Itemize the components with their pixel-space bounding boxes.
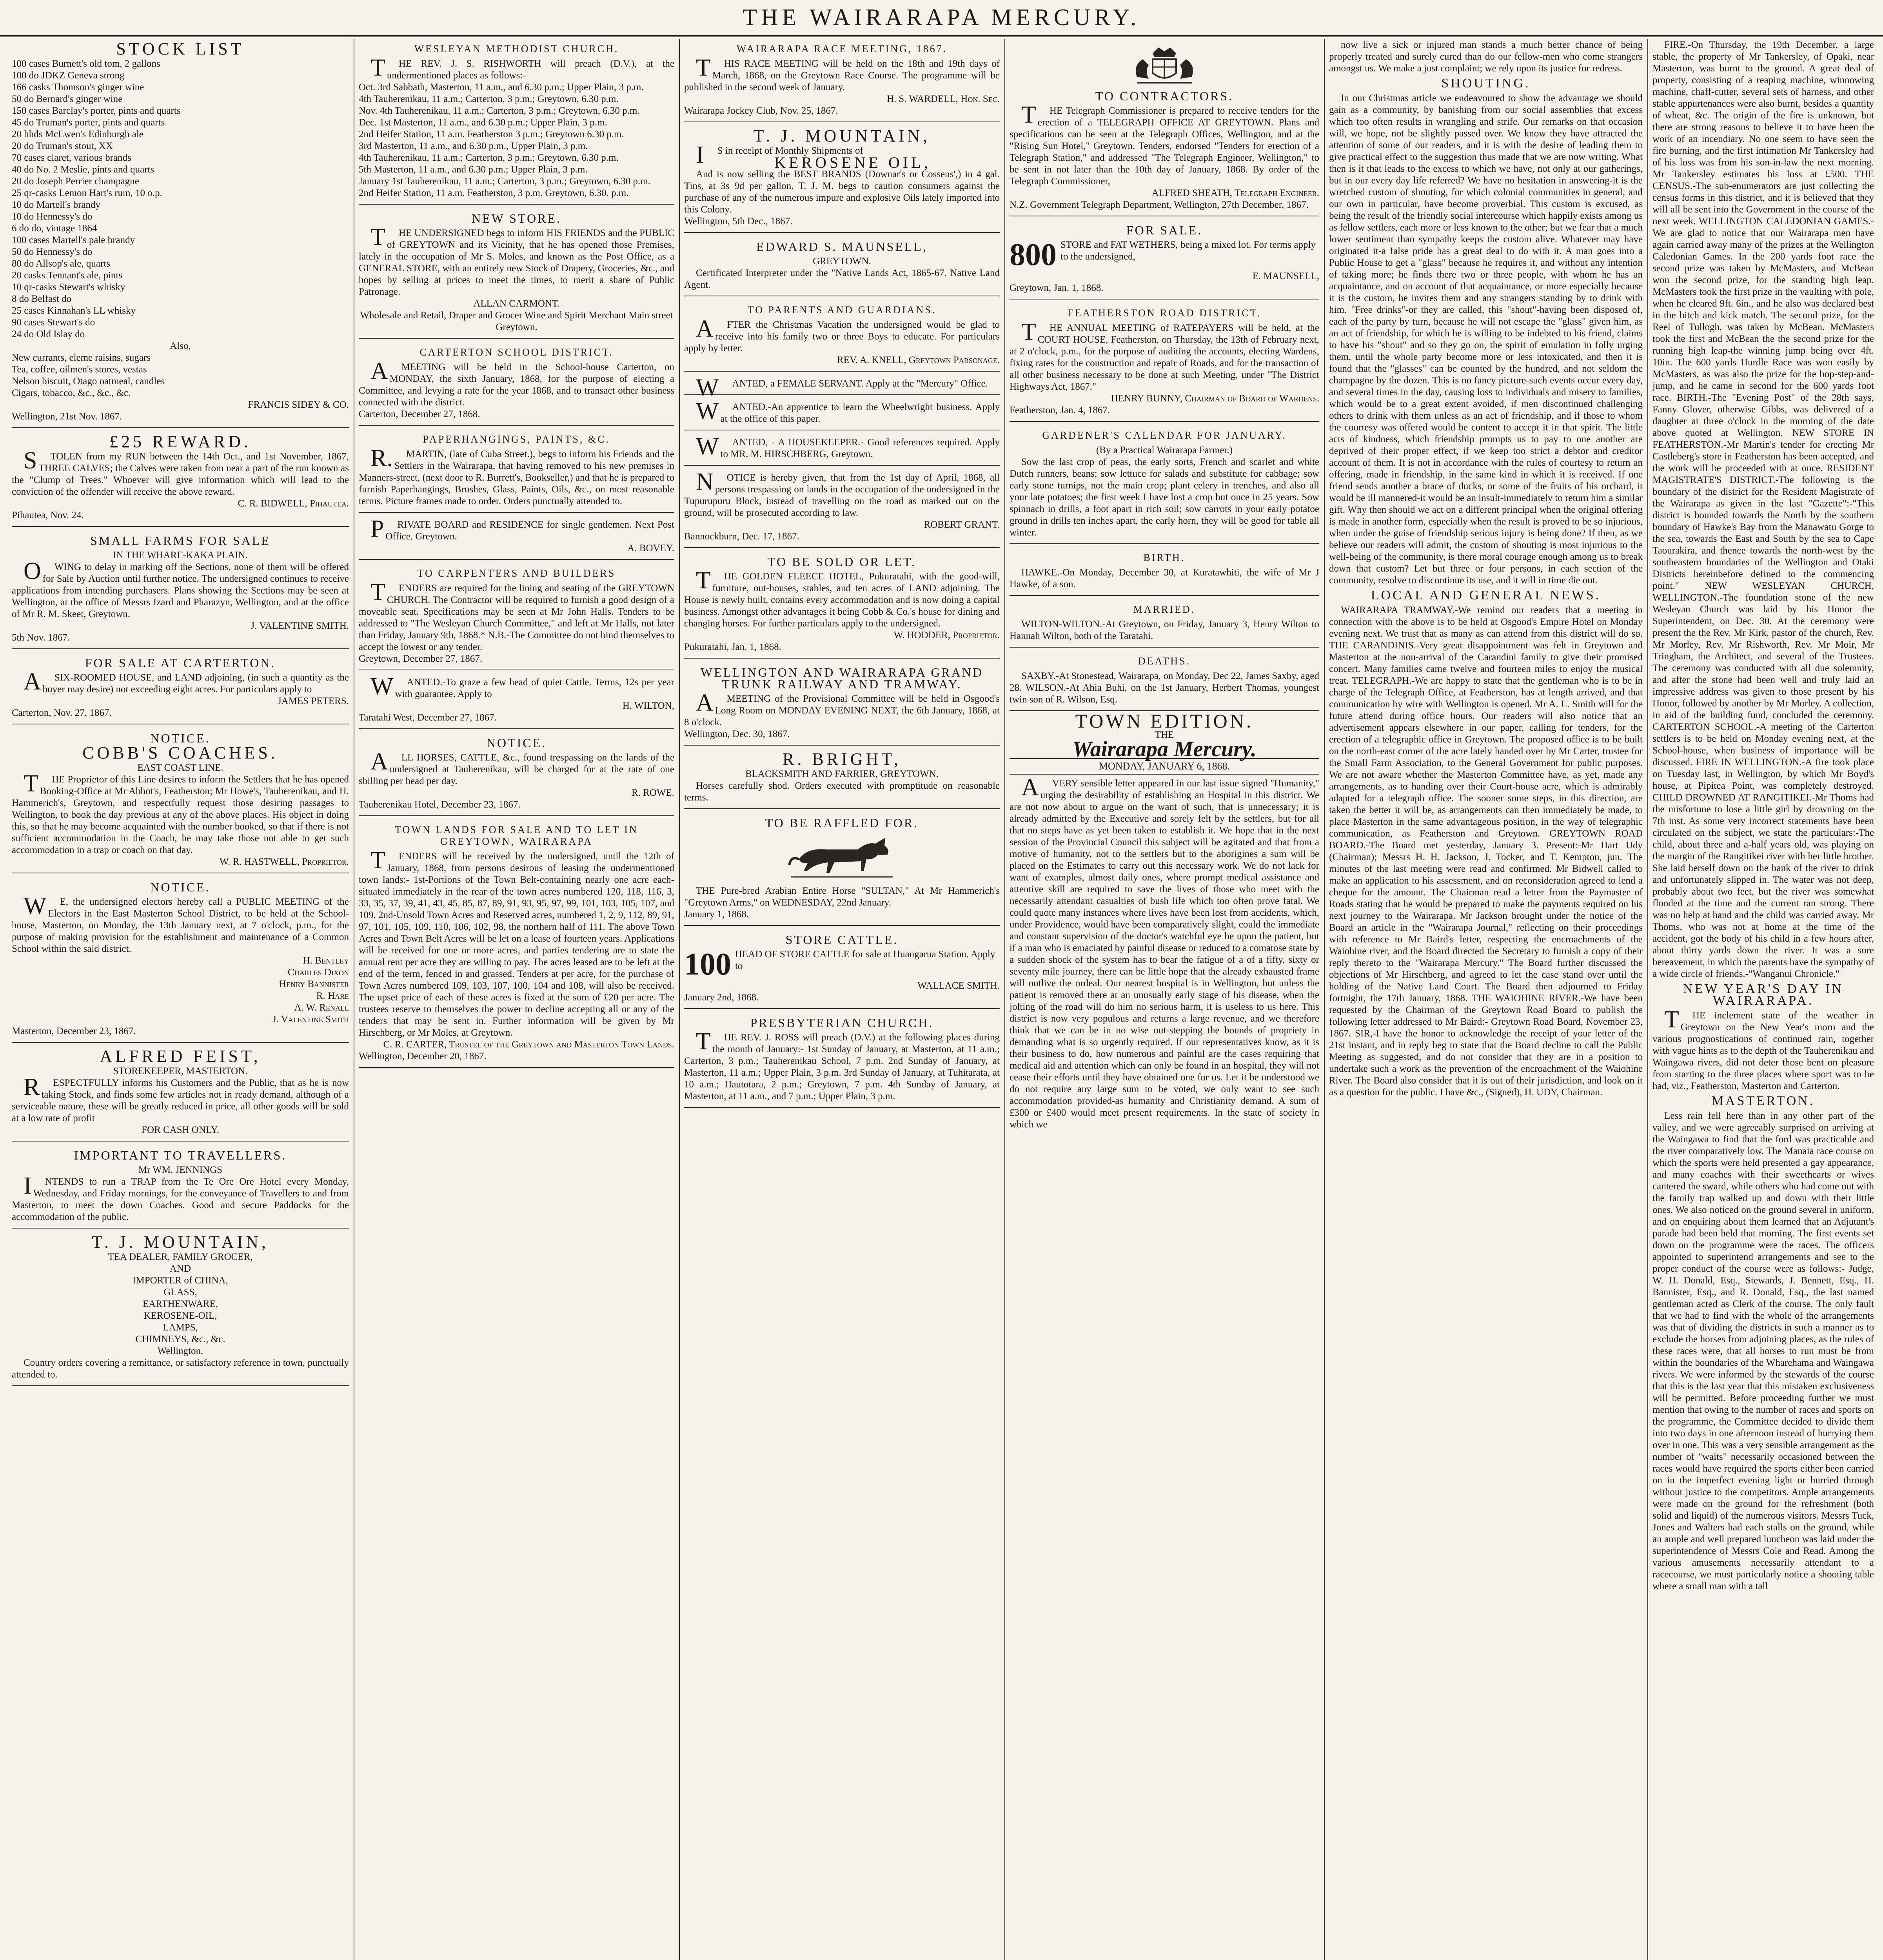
ad-signature: R. ROWE. (631, 788, 674, 798)
column-1 (12, 39, 349, 1960)
ad-reward (12, 432, 349, 527)
stock-line: 10 do Hennessy's do (12, 211, 93, 222)
ad-body: AMEETING of the Provisional Committee will be held in Osgood's Long Room on MONDAY EVENING NEXT, the 6th January, 1868, at 8 o'clock. (684, 690, 1000, 728)
ad-body: THIS RACE MEETING will be held on the 18th and 19th days of March, 1868, on the Greytown Race Course. The programme will be published in the second week of January. (684, 54, 1000, 93)
ad-title: NOTICE. (486, 736, 547, 750)
ad-body: TENDERS are required for the lining and seating of the GREYTOWN CHURCH. The Contractor will be required to furnish a good design of a moveable seat. Specifications may be seen at Mr John Halls. Tenders to be addressed to "The Wesleyan Church Committee," and left at Mr Halls, not later than Friday, January 9th, 1868.* N.B.-The Committee do not bind themselves to accept the lowest or any tender. (359, 579, 674, 652)
stock-line: 20 hhds McEwen's Edinburgh ale (12, 129, 143, 140)
ad-title: TOWN LANDS FOR SALE AND TO LET IN GREYTOWN, WAIRARAPA (395, 824, 638, 847)
ad-line: TEA DEALER, FAMILY GROCER, (108, 1252, 253, 1262)
ad-title: DEATHS. (1138, 655, 1191, 667)
ad-signature: ALFRED SHEATH, Telegraph Engineer. (1151, 188, 1319, 198)
ad-wanted-apprentice (684, 399, 1000, 430)
ad-body: THE GOLDEN FLEECE HOTEL, Pukuratahi, with the good-will, furniture, out-houses, stables, and ten acres of LAND adjoining. The House is newly built, contains every accommodation and is now doing a capital business. Amongst other advantages it being Cobb & Co.'s house for dining and changing horses. For further particulars apply to the undersigned. (684, 567, 1000, 629)
ad-for-sale-carterton (12, 653, 349, 724)
ad-title: SMALL FARMS FOR SALE (90, 534, 271, 548)
ad-line: IMPORTER of CHINA, (133, 1275, 228, 1286)
ad-title: FEATHERSTON ROAD DISTRICT. (1068, 307, 1261, 319)
signatory: R. Hare (316, 991, 349, 1001)
ad-body: WANTED.-To graze a few head of quiet Cattle. Terms, 12s per year with guarantee. Apply to (370, 673, 674, 700)
ad-title: STOCK LIST (116, 39, 245, 58)
article-title: SHOUTING. (1441, 76, 1531, 91)
ad-date: Greytown, Jan. 1, 1868. (1010, 283, 1104, 293)
ad-signature: ALLAN CARMONT. (473, 298, 560, 309)
ad-date: Wellington, December 20, 1867. (359, 1051, 487, 1062)
stock-line: New currants, eleme raisins, sugars (12, 352, 151, 363)
ad-title: R. BRIGHT, (783, 750, 901, 769)
ad-title: TO BE RAFFLED FOR. (765, 816, 919, 830)
signatory: Henry Bannister (279, 979, 349, 989)
ad-signature: H. WILTON, (622, 701, 674, 711)
ad-date: Wellington, 21st Nov. 1867. (12, 411, 122, 422)
ad-carpenters (359, 564, 674, 670)
stock-line: 40 do No. 2 Meslie, pints and quarts (12, 164, 154, 175)
ad-body-2: And is now selling the BEST BRANDS (Downar's or Cossens',) in 4 gal. Tins, at 3s 9d per gallon. T. J. M. begs to caution consumers against the purchase of any of the numerous impure and explosive Oils lately imported into this Colony. (684, 169, 1000, 215)
article-new-years-day (1652, 983, 1874, 1092)
ad-date: Tauherenikau Hotel, December 23, 1867. (359, 799, 521, 810)
ad-signature: WALLACE SMITH. (917, 980, 1000, 991)
schedule-line: 3rd Masterton, 11 a.m., and 6.30 p.m., Upper Plain, 3 p.m. (359, 141, 588, 151)
ad-title: TO PARENTS AND GUARDIANS. (747, 304, 937, 316)
ad-subtitle: (By a Practical Wairarapa Farmer.) (1096, 445, 1233, 456)
ad-signature: HENRY BUNNY, Chairman of Board of Wardens. (1111, 393, 1319, 404)
stock-line: 6 do do, vintage 1864 (12, 223, 97, 234)
edition-the: THE (1155, 730, 1174, 740)
ad-bright-blacksmith (684, 750, 1000, 809)
article-body: Less rain fell here than in any other part of the valley, and we were agreeably surprised on arriving at the Waingawa to find that the ford was practicable and the river comparatively low. The Manaia race course on which the sports were held presented a gay appearance, and many coaches with their sweethearts or wives cantered the sward, while others who had come out with the family trap walked up and down with their little ones. We also noticed on the ground several in uniform, and on enquiring about them learned that an Adjutant's parade had been held that morning. The first events set down on the programme were the races. The officers appointed to superintend arrangements and see to the proper conduct of the course were as follows:- Judge, W. H. Donald, Esq., Stewards, J. Bennett, Esq., H. Bannister, Esq., and R. Donald, Esq., the last named gentleman acted as Clerk of the course. The only fault that we had to find with the whole of the arrangements was that of dividing the districts in such a manner as to exclude the horses from adjoining places, as the rules of these races were, that all horses to run must be from within the boundaries of the Wharehama and Waingawa rivers. We were informed by the stewards of the course that this is the last year that this mistaken exclusiveness will be permitted. Before proceeding further we must mention that owing to the number of races and sports on the programme, the Committee decided to divide them into two days in one afternoon instead of hurrying them over in one. This was a very sensible arrangement as the number of "waits" necessarily occasioned between the races would have required the sports either been carried on in the imperfect evening light or hurried through without justice to the competitors. Ample arrangements were made on the ground for the refreshment (both solid and liquid) of the numerous visitors. Messrs Tuck, Jones and Walters had each stalls on the ground, while an ample and well prepared luncheon was laid under the superintendence of Messrs Cole and Read. Among the various amusements necessarily attendant to a racecourse, we must particularly notice a shooting table where a small man with a tall (1652, 1111, 1874, 1592)
stock-line: Also, (170, 341, 191, 351)
ad-cobbs-coaches (12, 728, 349, 873)
schedule-line: 4th Tauherenikau, 11 a.m.; Carterton, 3 p.m.; Greytown, 6.30 p.m. (359, 94, 619, 104)
ad-content (684, 949, 1000, 980)
stock-line: 25 qr-casks Lemon Hart's rum, 10 o.p. (12, 188, 162, 198)
article-title: MASTERTON. (1711, 1094, 1815, 1108)
ad-date: Pihautea, Nov. 24. (12, 510, 84, 521)
column-4 (1010, 39, 1319, 1960)
schedule-line: Oct. 3rd Sabbath, Masterton, 11 a.m., and 6.30 p.m.; Upper Plain, 3 p.m. (359, 82, 644, 93)
schedule-line: 4th Tauherenikau, 11 a.m.; Carterton, 3 p.m.; Greytown, 6.30 p.m. (359, 152, 619, 163)
ad-body: THE REV. J. S. RISHWORTH will preach (D.V.), at the undermentioned places as follows:- (370, 54, 674, 81)
ad-date: N.Z. Government Telegraph Department, Wellington, 27th December, 1867. (1010, 200, 1309, 210)
ad-wesleyan-church (359, 39, 674, 205)
ad-signature: W. R. HASTWELL, Proprietor. (219, 857, 349, 867)
ad-date: Taratahi West, December 27, 1867. (359, 712, 497, 723)
notice-married (1010, 600, 1319, 648)
stock-line: Cigars, tobacco, &c., &c., &c. (12, 388, 131, 398)
ad-big-number: 800 (1010, 238, 1057, 272)
ad-date: Masterton, December 23, 1867. (12, 1026, 136, 1036)
ad-title: NOTICE. (150, 731, 211, 745)
ad-body: THE Proprietor of this Line desires to inform the Settlers that he has opened Booking-Office at Mr Abbot's, Featherston; Mr Howe's, Tauherenikau, and H. Hammerich's, Greytown, and respectfully request those desiring passages to Wellington, to book the day previous at any of the above places. His object in doing this, so that he may become acquainted with the number booked, so that if there is not sufficient accommodation in the Coach, he may take those not able to get such accommodation in a trap or coach on that day. (12, 770, 349, 855)
ad-date: Carterton, December 27, 1868. (359, 409, 480, 419)
edition-title: TOWN EDITION. (1075, 710, 1254, 732)
ad-title: WELLINGTON AND WAIRARAPA GRAND TRUNK RAILWAY AND TRAMWAY. (700, 665, 984, 691)
ad-body: Sow the last crop of peas, the early sorts, French and scarlet and white Dutch runners, beans; sow lettuce for salads and substitute for cabbage; sow early stone turnips, not the main crop; plant celery in trenches, and also all your late potatoes; the first week I have lost a crop but once in 25 years. Sow spinnach in drills, a foot apart in rich soil; sow carrots in your early potatoe ground in drills ten inches apart, the early horn, they will be good for table all winter. (1010, 457, 1319, 538)
ad-town-lands (359, 820, 674, 1068)
ad-body: RESPECTFULLY informs his Customers and the Public, that as he is now taking Stock, and finds some few articles not in ready demand, although of a serviceable nature, these will be greatly reduced in price, all other goods will be sold at a low rate of profit (12, 1074, 349, 1123)
article-title: NEW YEAR'S DAY IN WAIRARAPA. (1683, 982, 1843, 1008)
ad-raffle (684, 813, 1000, 926)
ad-body: WANTED, - A HOUSEKEEPER.- Good references required. Apply to MR. M. HIRSCHBERG, Greytown. (696, 433, 1000, 460)
ad-note: Wholesale and Retail, Draper and Grocer Wine and Spirit Merchant Main street Greytown. (360, 310, 673, 332)
editorial-body: AVERY sensible letter appeared in our last issue signed "Humanity," urging the desirability of establishing an Hospital in this district. We are not now about to argue on the want of such, that is unnecessary; it is already admitted by the Executive and sorely felt by the settlers, but for all that no steps have as yet been taken to establish it. We hope that in the next session of the Provincial Council this subject will be agitated and that from a motive of humanity, not to the settlers but to the aborigines a sum will be placed on the Estimates to carry out this necessary work. We do not lack for want of examples, almost daily ones, where prompt medical assistance and attentive skill are required to save the lives of those who meet with the necessarily attendant casualties of bush life which too often prove fatal. We could quote many instances where lives have been lost from accidents, which, under Providence, would have been comparatively slight, could the immediate and constant supervision of the doctor's watchful eye be upon the patient, but if a man who is emaciated by painful disease or reduced to a comatose state by a sudden shock of the system has to bear the fatigue of a of a fifty, sixty or seventy mile journey, there can be little hope that the already exhausted frame will outlive the ordeal. Our nearest hospital is in Wellington, but unless the patient is removed there at an unusually early stage of his disease, when the jolting of the road will do him no serious harm, it is useless to us here. This district is now very populous and returns a large revenue, and we therefore think that we can be in no wise out-stepping the bounds of propriety in demanding what is so urgently required. If our representatives know, as it is their business to do, how numerous and painful are the cases requiring that medical aid and attention which can only be found in an hospital, they will not cease their efforts until they have obtained one for us. Let it be understood we do not require any large sum to be voted, we only want to see such accommodation provided-as humanity and Christianity demand. A sum of £300 or £400 would meet present requirements. In the state of society in which we (1010, 774, 1319, 1130)
ad-stock-list (12, 39, 349, 428)
ad-body: THE ANNUAL MEETING of RATEPAYERS will be held, at the COURT HOUSE, Featherston, on Thursday, the 13th of February next, at 2 o'clock, p.m., for the purpose of auditing the accounts, electing Wardens, fixing rates for the construction and repair of Roads, and for the transaction of all other business necessary to be done at such Meeting, under "The District Highways Act, 1867." (1010, 319, 1319, 392)
ad-line: AND (169, 1263, 191, 1274)
ad-body: Horses carefully shod. Orders executed with promptitude on reasonable terms. (684, 780, 1000, 803)
ad-title: FOR SALE. (1126, 223, 1203, 237)
ad-title: WESLEYAN METHODIST CHURCH. (414, 43, 619, 54)
stock-line: 50 do Hennessy's do (12, 247, 93, 257)
ad-body: R.MARTIN, (late of Cuba Street.), begs to inform his Friends and the Settlers in the Wairarapa, that having removed to his new premises in Manners-street, (next door to R. Burrett's, Bookseller,) and that he is prepared to furnish Paperhangings, Brushes, Glass, Paints, Oils, &c., on most reasonable terms. Picture frames made to order. Orders punctually attended to. (359, 445, 674, 506)
article-local-news (1329, 590, 1643, 1098)
ad-body: STOLEN from my RUN between the 14th Oct., and 1st November, 1867, THREE CALVES; the Calves were taken from near a part of the run known as the "Clump of Trees." Whoever will give information which will lead to the conviction of the offender will receive the above reward. (12, 447, 349, 497)
edition-date: MONDAY, JANUARY 6, 1868. (1010, 758, 1319, 775)
ad-kerosene (684, 126, 1000, 233)
column-rule (1324, 39, 1325, 1960)
ad-notice-trespass (359, 733, 674, 816)
ad-signature: H. S. WARDELL, Hon. Sec. (886, 94, 1000, 104)
stock-line: 20 do Joseph Perrier champagne (12, 176, 139, 187)
ad-subtitle: COBB'S COACHES. (82, 743, 278, 762)
notice-deaths (1010, 652, 1319, 711)
ad-body: SAXBY.-At Stonestead, Wairarapa, on Monday, Dec 22, James Saxby, aged 28. WILSON.-At Ahia Buhi, on the 1st January, Herbert Thomas, youngest twin son of R. Wilson, Esq. (1010, 671, 1319, 705)
column-rule (1004, 39, 1005, 1960)
ad-parents (684, 300, 1000, 372)
ad-signature: ROBERT GRANT. (924, 519, 1000, 530)
ad-title: FOR SALE AT CARTERTON. (85, 656, 276, 670)
stock-line: 8 do Belfast do (12, 294, 72, 304)
column-3 (684, 39, 1000, 1960)
ad-title: TO BE SOLD OR LET. (767, 555, 917, 569)
ad-subtitle: IN THE WHARE-KAKA PLAIN. (113, 550, 248, 561)
ad-date: Wellington, 5th Dec., 1867. (684, 216, 793, 227)
stock-line: 100 cases Burnett's old tom, 2 gallons (12, 58, 160, 69)
ad-title: IMPORTANT TO TRAVELLERS. (74, 1148, 287, 1162)
ad-presbyterian (684, 1013, 1000, 1108)
ad-title: TO CARPENTERS AND BUILDERS (417, 568, 616, 579)
ad-line: CHIMNEYS, &c., &c. (135, 1334, 225, 1345)
ad-signature: JAMES PETERS. (278, 696, 349, 706)
ad-signature: A. BOVEY. (627, 543, 674, 554)
horse-illustration (783, 832, 901, 883)
ad-store-cattle (684, 930, 1000, 1009)
ad-title: £25 REWARD. (109, 432, 251, 451)
ad-body: STORE and FAT WETHERS, being a mixed lot. For terms apply to the undersigned, (1060, 240, 1316, 262)
editorial-continued (1329, 39, 1643, 74)
ad-signature: C. R. CARTER, Trustee of the Greytown and Masterton Town Lands. (383, 1039, 674, 1050)
ad-title: T. J. MOUNTAIN, (92, 1232, 269, 1252)
stock-line: 50 do Bernard's ginger wine (12, 94, 123, 104)
ad-travellers (12, 1145, 349, 1229)
ad-line: LAMPS, (163, 1322, 198, 1333)
ad-content (1010, 239, 1319, 270)
edition-name: Wairarapa Mercury. (1072, 737, 1257, 761)
ad-railway (684, 662, 1000, 746)
schedule-line: 2nd Heifer Station, 11 a.m. Featherston 3 p.m.; Greytown 6.30 p.m. (359, 129, 624, 140)
stock-line: 10 qr-casks Stewart's whisky (12, 282, 125, 292)
ad-signature: W. HODDER, Proprietor. (893, 630, 1000, 641)
ad-body: THE REV. J. ROSS will preach (D.V.) at the following places during the month of January:- 1st Sunday of January, at Masterton, at 11 a.m.; Carterton, 3 p.m.; Tauherenikau School, 7 p.m. 2nd Sunday of January, at Masterton, 11 a.m.; Upper Plain, 3 p.m. 3rd Sunday of January, at Tuhitarata, at 10 a.m.; Hautotara, 2 p.m.; Greytown, 7 p.m. 4th Sunday of January, at Masterton, at 11 a.m., and 7 p.m.; Upper Plain, 3 p.m. (684, 1028, 1000, 1102)
ad-body: ALL HORSES, CATTLE, &c., found trespassing on the lands of the undersigned at Tauherenikau, will be charged for at the rate of one shilling per head per day. (359, 748, 674, 786)
ad-body: WE, the undersigned electors hereby call a PUBLIC MEETING of the Electors in the East Masterton School District, to be held at the School-house, Masterton, on Monday, the 13th January next, at 7 o'clock, p.m., for the purpose of making provision for the establishment and maintenance of a Common School within the said district. (12, 893, 349, 954)
article-shouting (1329, 78, 1643, 586)
ad-date: January 2nd, 1868. (684, 992, 759, 1003)
ad-signature: C. R. BIDWELL, Pihautea. (238, 498, 349, 509)
ad-contractors (1010, 39, 1319, 216)
ad-title: PAPERHANGINGS, PAINTS, &C. (423, 434, 610, 445)
ad-for-sale-wethers (1010, 220, 1319, 299)
ad-title: EDWARD S. MAUNSELL, (756, 240, 928, 254)
column-2 (359, 39, 674, 1960)
ad-body: Certificated Interpreter under the "Native Lands Act, 1865-67. Native Land Agent. (684, 268, 1000, 290)
ad-subtitle: BLACKSMITH AND FARRIER, GREYTOWN. (745, 769, 939, 779)
ad-date: Pukuratahi, Jan. 1, 1868. (684, 642, 781, 652)
article-body: In our Christmas article we endeavoured to show the advantage we should gain as a community, by banishing from our social assemblies that excess which too often results in wrangling and strife. Our remarks on that occasion will, we hope, not be slightly passed over. We know they have attracted the attention of some of our readers, and it is with the desire of leading them to give practical effect to the suggestion thus made that we are now writing. What then is it that leads to the excess to which we have, not only at our gatherings, but in our every day life referred? We have no hesitation in answering-it is the wretched custom of shouting, for which colonial communities in general, and our own in particular, have become proverbial. This custom is excused, as being the result of the friendly social intercourse which happily exists among us as fellow settlers, each more or less known to the other; but we fear that a much lower sentiment than sympathy keeps the custom alive. Whatever may have originated it-a false pride has a great deal to do with it. A man goes into a Public House to get a "glass" because he requires it, and without any intention of taking more; he finds there two or three people, with whom he has an acquaintance, and on account of that acquaintance, or more especially because it is the custom, he invites them and any strangers standing by to drink with him. "Free drinks"-or they are called, this "shout"-having been disposed of, each of the party by turn, because he will not escape the "glass" given him, as an act of friendship, for which he is willing to be indebted to his friend, claims to have his "shout" and so they go on, the spirit of emulation in folly urging them, until the whole party become more or less intoxicated, and then it is found that the "glasses" can be counted by the hundred, and not seldom the champagne by the dozen. This is no fancy picture-such events occur every day, and several times in the day, causing loss to individuals and misery to families, which would be to a great extent avoided, if men discontinued challenging others to drink with them unless as an act of friendship, and if those to whom the courtesy was offered would be content to accept it in that spirit. The little acts of kindness, which friendship prompts us to pay to one another are deprived of their proper effect, if we keep too strict a debtor and creditor account of them. It is not in accordance with the rules of courtesy to return an offering, made in friendship, in the same kind in which it is received. If one friend sends another a brace of ducks, or some of the fruits of his orchard, it would be ill mannered-it would be an insult-immediately to return him a similar gift. Why then should we act on a different principal when the original offering is made in another form, especially when the result is proved to be so injurious, when under the guise of friendship serious injury is being done? If then, as we believe our readers will admit, the custom of shouting is most injurious to the well-being of the community, is there moral courage enough among us to break down that custom? Let but three or four persons, in each section of the community, resolve to discontinue its use, and it will in time die out. (1329, 93, 1643, 586)
stock-line: 80 do Allsop's ale, quarts (12, 258, 111, 269)
ad-body: THE UNDERSIGNED begs to inform HIS FRIENDS and the PUBLIC of GREYTOWN and its Vicinity, that he has opened those Premises, lately in the occupation of Mr S. Moles, and known as the Post Office, as a GENERAL STORE, with an entirely new Stock of Drapery, Groceries, &c., and hopes by selling at prices to meet the times, to merit a share of Public Patronage. (359, 224, 674, 297)
stock-line: 100 do JDKZ Geneva strong (12, 70, 125, 81)
ad-date: Wairarapa Jockey Club, Nov. 25, 1867. (684, 105, 838, 116)
ad-date: January 1, 1868. (684, 909, 749, 920)
masthead-title: THE WAIRARAPA MERCURY. (743, 4, 1140, 30)
ad-carterton-school (359, 343, 674, 426)
ad-body: Country orders covering a remittance, or satisfactory reference in town, punctually attended to. (12, 1357, 349, 1380)
ad-title: CARTERTON SCHOOL DISTRICT. (419, 347, 614, 358)
ad-signature: E. MAUNSELL, (1252, 271, 1319, 281)
ad-body: THE Telegraph Commissioner is prepared to receive tenders for the erection of a TELEGRAPH OFFICE AT GREYTOWN. Plans and specifications can be seen at the Telegraph Offices, Wellington, and at the "Rising Sun Hotel," Greytown. Tenders, endorsed "Tenders for erection of a Telegraph Station," and addressed "The Telegraph Engineer, Wellington," to be sent in not later than the 10th day of January, 1868. By order of the Telegraph Commissioner, (1010, 102, 1319, 187)
stock-line: 25 cases Kinnahan's LL whisky (12, 305, 136, 316)
ad-body: NOTICE is hereby given, that from the 1st day of April, 1868, all persons trespassing on lands in the occupation of the undersigned in the Tupurupuru Block, instead of travelling on the road as marked out on the ground, will be prosecuted according to law. (684, 468, 1000, 518)
ad-body: WANTED.-An apprentice to learn the Wheelwright business. Apply at the office of this paper. (696, 398, 1000, 425)
stock-line: 20 do Truman's stout, XX (12, 141, 113, 151)
ad-body: AMEETING will be held in the School-house Carterton, on MONDAY, the sixth January, 1868, for the purpose of electing a Committee, and levying a rate for the year 1868, and to transact other business connected with the district. (359, 358, 674, 408)
ad-big-number: 100 (684, 947, 731, 982)
gardeners-calendar (1010, 426, 1319, 544)
article-body: WAIRARAPA TRAMWAY.-We remind our readers that a meeting in connection with the above is to be held at Osgood's Empire Hotel on Monday evening next. We trust that as many as can attend from this district will do so. THE CARANDINIS.-Very great disappointment was felt in Greytown and Masterton at the non-arrival of the Carandini family to give their promised concert. Many families came twelve and fourteen miles to enjoy the musical treat. TELEGRAPH.-We are happy to state that the gentleman who is to be in charge of the Telegraph Office, at Featherston, has at length arrived, and that communication by wire with Wellington is opened. Mr A. L. Smith will for the future attend during office hours. Our readers will also notice that an advertisement appears elsewhere in our paper, calling for tenders, for the erection of a telegraphic office in Greytown. The proposed office is to be built on the north-east corner of the acre lately handed over by Mr Carter, trustee for the Small Farm Association, to the General Government for public purposes. We are not aware whether the Masterton Committee have, as yet, made any arrangements, as to handing over their Court-house acre, which is admirably adapted for a telegraph office. The sooner some steps, in this direction, are taken the better it will be, as arrangements can then immediately be made, to place Masterton in the same advantageous position, in the way of telegraphic communication, as Featherston and Greytown. GREYTOWN ROAD BOARD.-The Board met yesterday, January 3. Present:-Mr Hart Udy (Chairman); Messrs H. H. Jackson, J. Tocker, and T. Kempton, jun. The minutes of the last meeting were read and confirmed. Mr Bidwell called to make an application to his assessment, and on reconsideration agreed to lend a cheque for the amount. The Chairman read a letter from the Paymaster of Roads stating that he would be prepared to make the payments required on his next journey to the Wairarapa. Mr Jackson brought under the notice of the Board an article in the "Wairarapa Journal," reflecting on their proceedings with reference to Mr Baird's letter, respecting the encroachments of the Waiohine river, and the Board directed the Secretary to furnish a copy of their reply thereto to the "Wairarapa Mercury." The Board further discussed the objections of Mr Hirschberg, and agreed to let the case stand over until the holding of the Native Land Court. The Board then adjourned to Friday fortnight, the 17th January, 1868. THE WAIOHINE RIVER.-We have been requested by the Chairman of the Greytown Road Board to publish the following letter addressed to Mr Baird:- Greytown Road Board, November 23, 1867. SIR,-I have the honor to acknowledge the receipt of your letter of the 21st instant, and in reply beg to state that the Board decline to call the Public Meeting as suggested, and do not consider that they are in a position to undertake such a work as the prevention of the encroachment of the Waiohine River. The Board also consider that it is out of their jurisdiction, and look on it as a question for the public. I have &c., (Signed), H. UDY, Chairman. (1329, 605, 1643, 1098)
column-5 (1329, 39, 1643, 1960)
stock-line: Nelson biscuit, Otago oatmeal, candles (12, 376, 165, 387)
ad-new-store (359, 209, 674, 339)
ad-signature: J. VALENTINE SMITH. (251, 621, 349, 631)
masthead (0, 0, 1883, 37)
ad-body: INTENDS to run a TRAP from the Te Ore Ore Hotel every Monday, Wednesday, and Friday mornings, for the conveyance of Travellers to and from Masterton, to meet the down Coaches. Good and secure Paddocks for the accommodation of the public. (12, 1172, 349, 1222)
schedule-line: 2nd Heifer Station, 11 a.m. Featherston, 3 p.m. Greytown, 6.30. p.m. (359, 188, 629, 198)
ad-notice-electors (12, 877, 349, 1043)
ad-signature: REV. A. KNELL, Greytown Parsonage. (837, 355, 1000, 365)
article-masterton (1652, 1095, 1874, 1592)
ad-feature: KEROSENE OIL, (774, 154, 931, 171)
stock-line: 45 do Truman's porter, pints and quarts (12, 117, 165, 128)
ad-body: THE Pure-bred Arabian Entire Horse "SULTAN," At Mr Hammerich's "Greytown Arms," on WEDNESDAY, 22nd January. (684, 886, 1000, 908)
ad-mountain-grocer (12, 1232, 349, 1386)
ad-date: Carterton, Nov. 27, 1867. (12, 708, 112, 718)
schedule-line: Dec. 1st Masterton, 11 a.m., and 6.30 p.m.; Upper Plain, 3 p.m. (359, 117, 607, 128)
stock-lines (12, 58, 349, 399)
ad-paperhangings (359, 430, 674, 513)
ad-line: Wellington. (157, 1346, 203, 1356)
ad-line: EARTHENWARE, (142, 1299, 218, 1309)
ad-maunsell (684, 237, 1000, 296)
schedule-line: January 1st Tauherenikau, 11 a.m.; Carterton, 3 p.m.; Greytown, 6.30 p.m. (359, 176, 650, 187)
ad-body: HAWKE.-On Monday, December 30, at Kuratawhiti, the wife of Mr J Hawke, of a son. (1010, 567, 1319, 590)
ad-body: WILTON-WILTON.-At Greytown, on Friday, January 3, Henry Wilton to Hannah Wilton, both of the Taratahi. (1010, 619, 1319, 641)
stock-line: 90 cases Stewart's do (12, 317, 95, 328)
ad-title: MARRIED. (1133, 604, 1196, 615)
ad-subtitle: GREYTOWN. (813, 256, 871, 267)
ad-race-meeting (684, 39, 1000, 122)
signatory: J. Valentine Smith (272, 1014, 349, 1025)
ad-notice-grant (684, 470, 1000, 548)
notice-birth (1010, 548, 1319, 596)
stock-line: 24 do Old Islay do (12, 329, 85, 339)
ad-title: T. J. MOUNTAIN, (753, 126, 931, 145)
ad-subtitle-2: EAST COAST LINE. (137, 762, 223, 773)
ad-body: TENDERS will be received by the undersigned, until the 12th of January, 1868, from persons desirous of leasing the undermentioned town lands:- 1st-Portions of the Town Belt-containing nearly one acre each-situated immediately in the rear of the town acres numbered 120, 118, 116, 3, 33, 35, 37, 39, 41, 43, 45, 85, 87, 89, 91, 93, 95, 97, 99, 101, 103, 105, 107, and 109. 2nd-Unsold Town Acres and Reserved acres, numbered 1, 2, 9, 112, 89, 91, 97, 101, 105, 109, 110, 106, 102, 98, the northern half of 111. The above Town Acres and Town Belt Acres will be let on a lease of fourteen years. Applications will be received for one or more acres, and parties tendering are to state the annual rent per acre they are willing to pay. The acres leased are to be left at the end of the term, fenced in and grassed. Tenders at per acre, for the purchase of Town Acres numbered 109, 103, 107, 100, 104 and 108, will also be received. The upset price of each of these acres is fixed at the sum of £20 per acre. The trustees reserve to themselves the power to decline accepting all or any of the tenders that may be sent in. Further information will be given by Mr Hirschberg, or Mr Moles, at Greytown. (359, 847, 674, 1038)
signatory: Charles Dixon (288, 967, 349, 978)
ad-body: HEAD OF STORE CATTLE for sale at Huangarua Station. Apply to (735, 949, 995, 971)
ad-small-farms (12, 531, 349, 649)
ad-featherston-road (1010, 303, 1319, 422)
ad-title: STORE CATTLE. (785, 933, 899, 947)
signatory: A. W. Renall (294, 1002, 349, 1013)
ad-title: NOTICE. (150, 880, 211, 894)
ad-date: Wellington, Dec. 30, 1867. (684, 729, 790, 739)
ad-subtitle: STOREKEEPER, MASTERTON. (113, 1066, 248, 1076)
ad-subtitle: Mr WM. JENNINGS (138, 1165, 223, 1175)
ad-title: WAIRARAPA RACE MEETING, 1867. (736, 43, 948, 54)
ad-body: ASIX-ROOMED HOUSE, and LAND adjoining, (in such a quantity as the buyer may desire) not exceeding eight acres. For particulars apply to (24, 668, 349, 695)
ad-date: Bannockburn, Dec. 17, 1867. (684, 531, 799, 542)
stock-line: 150 cases Barclay's porter, pints and quarts (12, 105, 181, 116)
column-6 (1652, 39, 1874, 1960)
ad-body: AFTER the Christmas Vacation the undersigned would be glad to receive into his family two or three Boys to educate. For particulars apply by letter. (684, 316, 1000, 354)
stock-line: 70 cases claret, various brands (12, 152, 131, 163)
ad-title: TO CONTRACTORS. (1095, 89, 1234, 103)
ad-title: BIRTH. (1143, 552, 1186, 563)
article-body: FIRE.-On Thursday, the 19th December, a large stable, the property of Mr Tankersley, of Opaki, near Masterton, was burnt to the ground. A great deal of property, consisting of a reaping machine, winnowing machine, chaff-cutter, several sets of harness, and other stable appurtenances were also burnt, besides a quantity of wheat, &c. The origin of the fire is unknown, but there are strong reasons to believe it to have been the work of an incendiary. No one seem to have seen the fire burning, and the first intimation Mr Tankersley had of his loss was from his son-in-law the next morning. Mr Tankersley estimates his loss at £500. THE CENSUS.-The sub-enumerators are just collecting the census forms in this district, and it is believed that they will all be sent into the Government in the course of the next week. WELLINGTON CALEDONIAN GAMES.-We are glad to notice that our Wairarapa men have again carried away many of the prizes at the Wellington Caledonian Games. In the 200 yards foot race the second prize was taken by McMasters, and McBean won the second prize, for the standing high leap. McMasters took the first prize in the vaulting with pole, when he cleared 9ft. 6in., and he also was declared best in the hitch and kick match. The second prize, for the Reel of Tullogh, was taken by McBean. McMasters took the first and McBean the the second prize for the running high leap-the winning jump being over 4ft. 10in. The 600 yards Hurdle Race was won easily by McMasters, as was also the prize for the hop-step-and-jump, and he came in second for the 600 yards foot race. BIRTH.-The "Evening Post" of the 28th says, Fanny Glover, otherwise Gibbs, was delivered of a daughter at three o'clock in the morning of the date above quoted at Wellington. NEW STORE IN FEATHERSTON.-Mr Martin's tender for erecting Mr Castleberg's store in Featherston has been accepted, and the work will be proceeded with at once. RESIDENT MAGISTRATE'S DISTRICT.-The following is the boundary of the district for the Resident Magistrate of the Wairarapa as given in the last "Gazette":-"This district is bounded towards the North by the southern boundary of Hawke's Bay from the Manawatu Gorge to the sea, towards the East and South by the sea to Cape Taourakira, and thence towards the north-west by the southeastern boundaries of the Wellington and Otaki Districts hereinbefore defined to the commencing point." NEW WESLEYAN CHURCH, WELLINGTON.-The foundation stone of the new Wesleyan Church was laid by his Honor the Superintendent, on Dec. 30. At the ceremony were present the the Rev. Mr Kirk, pastor of the church, Rev. Mr Morley, Rev. Mr Rishworth, Rev. Mr Moir, Mr Tringham, the Architect, and several of the Trustees. The ceremony was conducted with all due solemnity, and after the stone had been well and truly laid an impressive address was given to those present by his Honor, followed by another by Mr Morley. A collection, in aid of the building fund, concluded the ceremony. CARTERTON SCHOOL.-A meeting of the Carterton settlers is to be held on Monday evening next, at the School-house, when business of importance will be discussed. FIRE IN WELLINGTON.-A fire took place on Tuesday last, in Wellington, by which Mr Boyd's house, at Pipitea Point, was completely destroyed. CHILD DROWNED AT RANGITIKEI.-Mr Thoms had the misfortune to lose a little girl by drowning on the 7th inst. As some very incorrect statements have been circulated on the subject, we state the particulars:-The child, about three and a-half years old, was playing on the margin of the Rangitikei river with her little brother. She laid herself down on the bank of the river to drink and unfortunately slipped in. The water was not deep, probably about two feet, but the river was somewhat flooded at the time and the current ran strong. There was no help at hand and the child was carried away. Mr Thoms, who was not at home at the time of the accident, got the body of his child in a few hours after, about thirty yards down the river. It was a sore bereavement, in which the parents have the sympathy of a wide circle of friends.-"Wanganui Chronicle." (1652, 40, 1874, 979)
column-rule (679, 39, 680, 1960)
ad-alfred-feist (12, 1047, 349, 1142)
stock-line: Tea, coffee, oilmen's stores, vestas (12, 364, 147, 375)
stock-line: 10 do Martell's brandy (12, 200, 100, 210)
ad-wanted-housekeeper (684, 434, 1000, 466)
stock-line: 100 cases Martell's pale brandy (12, 235, 135, 245)
ad-note: FOR CASH ONLY. (142, 1125, 219, 1135)
ad-wanted-graze (359, 674, 674, 729)
ad-line: KEROSENE-OIL, (143, 1310, 217, 1321)
ad-title: GARDENER'S CALENDAR FOR JANUARY. (1042, 430, 1287, 441)
stock-line: 20 casks Tennant's ale, pints (12, 270, 123, 281)
ad-private-board (359, 517, 674, 560)
article-title: LOCAL AND GENERAL NEWS. (1371, 588, 1601, 603)
ad-body: IS in receipt of Monthly Shipments of (696, 142, 863, 168)
schedule-line: 5th Masterton, 11 a.m., and 6.30 p.m.; Upper Plain, 3 p.m. (359, 164, 588, 175)
ad-line: GLASS, (163, 1287, 197, 1298)
schedule-line: Nov. 4th Tauherenikau, 11 a.m.; Carterton, 3 p.m.; Greytown, 6.30 p.m. (359, 105, 640, 116)
editorial-body: now live a sick or injured man stands a much better chance of being properly treated and surely cured than do our fellow-men who come strangers amongst us. We make a just complaint; we rely upon its justice for redress. (1329, 40, 1643, 74)
ad-body: WANTED, a FEMALE SERVANT. Apply at the "Mercury" Office. (696, 374, 988, 401)
ad-signature: FRANCIS SIDEY & CO. (248, 399, 349, 410)
ad-date: 5th Nov. 1867. (12, 632, 70, 643)
ad-title: NEW STORE. (471, 211, 562, 225)
ad-golden-fleece (684, 552, 1000, 659)
town-edition (1010, 710, 1319, 1131)
royal-crest-icon (1121, 42, 1208, 89)
ad-date: Featherston, Jan. 4, 1867. (1010, 405, 1110, 416)
ad-body: OWING to delay in marking off the Sections, none of them will be offered for Sale by Auction until further notice. The undersigned continues to receive applications from intending purchasers. Plans showing the Sections may be seen at Wellington, at the office of Messrs Izard and Pharazyn, Wellington, and at the office of Mr R. M. Skeet, Greytown. (12, 558, 349, 619)
signatory: H. Bentley (303, 955, 349, 966)
ad-wanted-servant (684, 374, 1000, 401)
column-rule (1647, 39, 1648, 1960)
ad-title: ALFRED FEIST, (100, 1047, 261, 1066)
article-body: THE inclement state of the weather in Greytown on the New Year's morn and the various prognostications of continued rain, together with vague hints as to the depth of the Tauherenikau and Waingawa rivers, did not deter those bent on pleasure from starting to the three places where sport was to be had, viz., Featherston, Masterton and Carterton. (1652, 1006, 1874, 1091)
article-news-items (1652, 39, 1874, 980)
ad-date: Greytown, December 27, 1867. (359, 653, 483, 664)
ad-title: PRESBYTERIAN CHURCH. (750, 1016, 934, 1030)
stock-line: 166 casks Thomson's ginger wine (12, 82, 144, 93)
ad-body: PRIVATE BOARD and RESIDENCE for single gentlemen. Next Post Office, Greytown. (370, 515, 674, 542)
